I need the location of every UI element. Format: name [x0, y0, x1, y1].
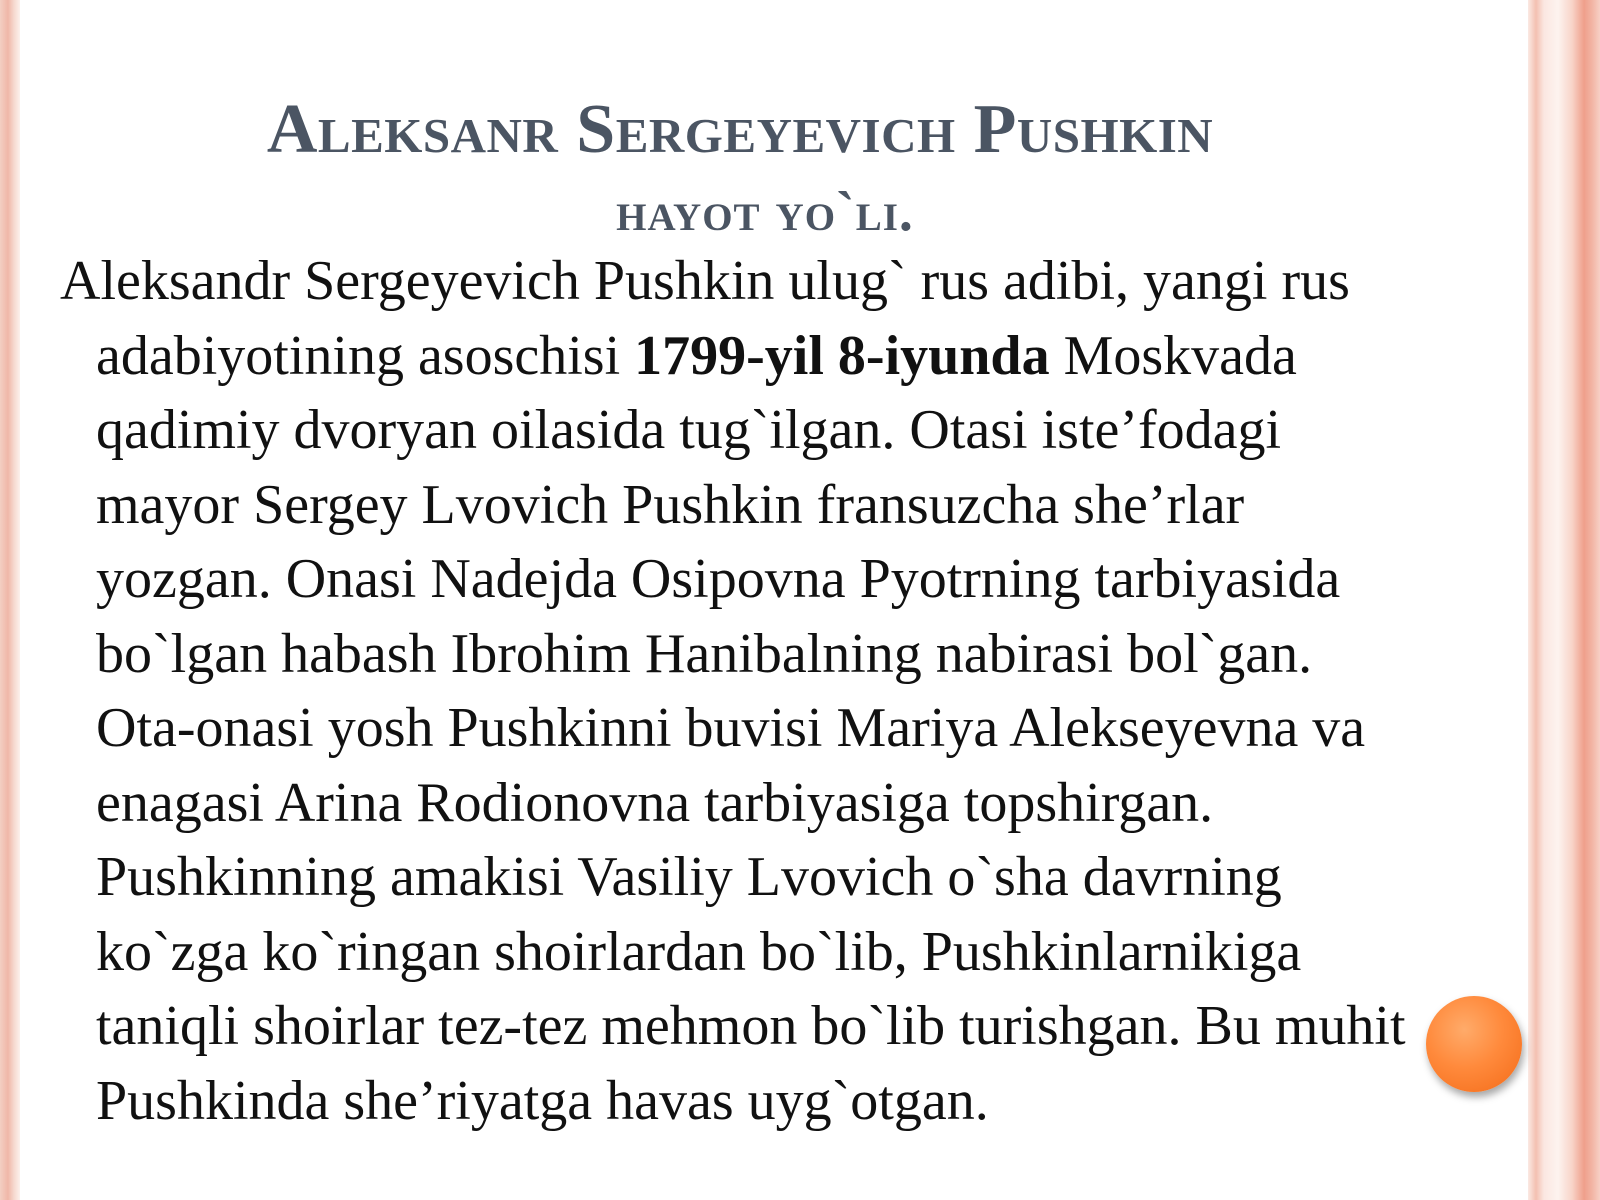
- body-line-6: bo`lgan habash Ibrohim Hanibalning nabirasi bol`gan.: [96, 622, 1313, 685]
- left-decorative-border: [0, 0, 20, 1200]
- body-line-5: yozgan. Onasi Nadejda Osipovna Pyotrning tarbiyasida: [96, 548, 1341, 610]
- body-line-2: [60, 319, 1560, 394]
- body-line-4: mayor Sergey Lvovich Pushkin fransuzcha she’rlar: [96, 473, 1245, 536]
- title-line-1: Aleksanr Sergeyevich Pushkin: [266, 91, 1214, 168]
- body-line-11: taniqli shoirlar tez-tez mehmon bo`lib turishgan. Bu muhit: [96, 995, 1406, 1057]
- body-line-2-start: adabiyotining asoschisi: [96, 324, 635, 387]
- body-line-2-end: Moskvada: [1049, 324, 1297, 387]
- body-line-10: ko`zga ko`ringan shoirlardan bo`lib, Pushkinlarnikiga: [96, 920, 1302, 983]
- title-line-2: hayot yo`li.: [616, 181, 914, 244]
- body-line-12: Pushkinda she’riyatga havas uyg`otgan.: [96, 1069, 989, 1132]
- slide-title: [140, 84, 1340, 250]
- body-line-8: enagasi Arina Rodionovna tarbiyasiga topshirgan.: [96, 771, 1214, 834]
- orange-circle-decoration: [1426, 996, 1522, 1092]
- body-line-9: Pushkinning amakisi Vasiliy Lvovich o`sha davrning: [96, 846, 1282, 908]
- body-line-3: qadimiy dvoryan oilasida tug`ilgan. Otasi iste’fodagi: [96, 399, 1282, 461]
- birth-date-bold: 1799-yil 8-iyunda: [634, 324, 1050, 387]
- body-line-1: Aleksandr Sergeyevich Pushkin ulug` rus adibi, yangi rus: [60, 250, 1350, 312]
- body-paragraph: [60, 244, 1560, 1138]
- body-line-7: Ota-onasi yosh Pushkinni buvisi Mariya Alekseyevna va: [96, 697, 1366, 759]
